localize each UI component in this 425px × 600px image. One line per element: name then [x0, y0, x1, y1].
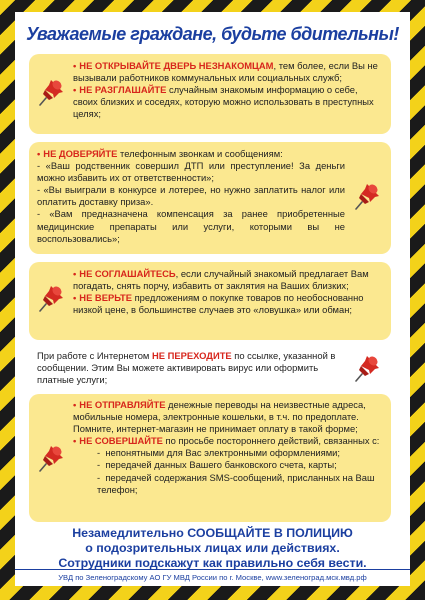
- warning-disclose-caps: НЕ РАЗГЛАШАЙТЕ: [79, 84, 167, 96]
- warning-fortune-text: , если случайный знакомый предлагает Вам погадать, снять порчу, избавить от заклятия на Ваших близких;: [73, 268, 369, 292]
- warning-links-text: по ссылке, указанной в сообщении. Этим Вы можете активировать вирус или оформить платные услуги;: [37, 350, 336, 386]
- pushpin-icon: [37, 76, 67, 106]
- scam-quote-compensation: - «Вам предназначена компенсация за ранее приобретенные медицинские препараты или услуги, которыми вы не воспользовались»;: [37, 208, 345, 244]
- pushpin-icon: [353, 352, 383, 382]
- warning-box-strangers: [29, 262, 391, 340]
- warning-transfers: • НЕ ОТПРАВЛЯЙТЕ денежные переводы на неизвестные адреса, мобильные номера, электронные кошельки, в т.ч. по предоплате. Помните, интернет-магазин не принимает оплату в такой форме;: [73, 399, 366, 435]
- warning-door-caps: НЕ ОТКРЫВАЙТЕ ДВЕРЬ НЕЗНАКОМЦАМ: [79, 60, 274, 71]
- warning-calls-text: телефонным звонкам и сообщениям:: [117, 148, 283, 159]
- pushpin-icon: [37, 442, 67, 472]
- warning-links: [37, 350, 345, 386]
- warning-box-internet: [29, 346, 391, 388]
- call-line-1: Незамедлительно СООБЩАЙТЕ В ПОЛИЦИЮ: [72, 526, 353, 540]
- warning-cheap-goods-caps: НЕ ВЕРЬТЕ: [79, 292, 132, 304]
- sub-item-bank-data: - передачей данных Вашего банковского счета, карты;: [97, 459, 337, 471]
- warning-cheap-goods-text: предложениям о покупке товаров по необоснованно низкой цене, в большинстве случаев это «ловушка» или обман;: [73, 292, 364, 316]
- warning-disclose-text: случайным знакомым информацию о себе, своих близких и соседях, которую можно использовать в преступных целях;: [73, 84, 374, 120]
- warning-actions: • НЕ СОВЕРШАЙТЕ по просьбе постороннего действий, связанных с:: [73, 435, 380, 447]
- warning-door: • НЕ ОТКРЫВАЙТЕ ДВЕРЬ НЕЗНАКОМЦАМ, тем более, если Вы не вызывали работников коммунальных или социальных служб;: [73, 60, 378, 84]
- poster-sheet: [15, 12, 410, 586]
- warning-links-caps: НЕ ПЕРЕХОДИТЕ: [151, 350, 232, 361]
- warning-box-calls: [29, 142, 391, 254]
- call-line-3: Сотрудники подскажут как правильно себя вести.: [58, 556, 367, 570]
- warning-disclose: • НЕ РАЗГЛАШАЙТЕ случайным знакомым информацию о себе, своих близких и соседях, которую можно использовать в преступных целях;: [73, 84, 374, 120]
- footer-credit: УВД по Зеленоградскому АО ГУ МВД России по г. Москве, www.зеленоград.мск.мвд.рф: [15, 569, 410, 582]
- warning-transfers-caps: НЕ ОТПРАВЛЯЙТЕ: [79, 399, 166, 410]
- sub-item-electronic-text: непонятными для Вас электронными оформлениями;: [105, 447, 340, 459]
- warning-cheap-goods: • НЕ ВЕРЬТЕ предложениям о покупке товаров по необоснованно низкой цене, в большинстве случаев это «ловушка» или обман;: [73, 292, 364, 316]
- warning-calls: • НЕ ДОВЕРЯЙТЕ телефонным звонкам и сообщениям:: [37, 148, 283, 159]
- warning-transfers-text: денежные переводы на неизвестные адреса, мобильные номера, электронные кошельки, в т.ч. по предоплате. Помните, интернет-магазин не принимает оплату в такой форме;: [73, 399, 366, 435]
- warning-actions-text: по просьбе постороннего действий, связанных с:: [162, 435, 380, 447]
- warning-box-door: [29, 54, 391, 134]
- scam-quote-accident: - «Ваш родственник совершил ДТП или преступление! За деньги можно избавить их от ответственности»;: [37, 160, 345, 184]
- poster-title: Уважаемые граждане, будьте бдительны!: [26, 24, 399, 44]
- warning-fortune: • НЕ СОГЛАШАЙТЕСЬ, если случайный знакомый предлагает Вам погадать, снять порчу, избавить от заклятия на Ваших близких;: [73, 268, 369, 292]
- scam-quote-lottery: - «Вы выиграли в конкурсе и лотерее, но нужно заплатить налог или оплатить доставку приза».: [37, 184, 345, 208]
- call-line-2: о подозрительных лицах или действиях.: [85, 541, 340, 555]
- police-call-to-action: [15, 526, 410, 571]
- pushpin-icon: [37, 282, 67, 312]
- sub-item-bank-data-text: передачей данных Вашего банковского счета, карты;: [105, 459, 337, 471]
- warning-calls-caps: НЕ ДОВЕРЯЙТЕ: [43, 148, 118, 159]
- warning-links-pre: При работе с Интернетом: [37, 350, 152, 361]
- warning-actions-caps: НЕ СОВЕРШАЙТЕ: [79, 435, 163, 447]
- warning-fortune-caps: НЕ СОГЛАШАЙТЕСЬ: [79, 268, 176, 279]
- warning-door-text: , тем более, если Вы не вызывали работников коммунальных или социальных служб;: [73, 60, 378, 84]
- warning-box-money: [29, 394, 391, 522]
- sub-item-sms-text: передачей содержания SMS-сообщений, присланных на Ваш телефон;: [97, 471, 375, 495]
- sub-item-electronic: - непонятными для Вас электронными оформлениями;: [97, 447, 340, 459]
- pushpin-icon: [353, 180, 383, 210]
- sub-item-sms: - передачей содержания SMS-сообщений, присланных на Ваш телефон;: [97, 471, 375, 495]
